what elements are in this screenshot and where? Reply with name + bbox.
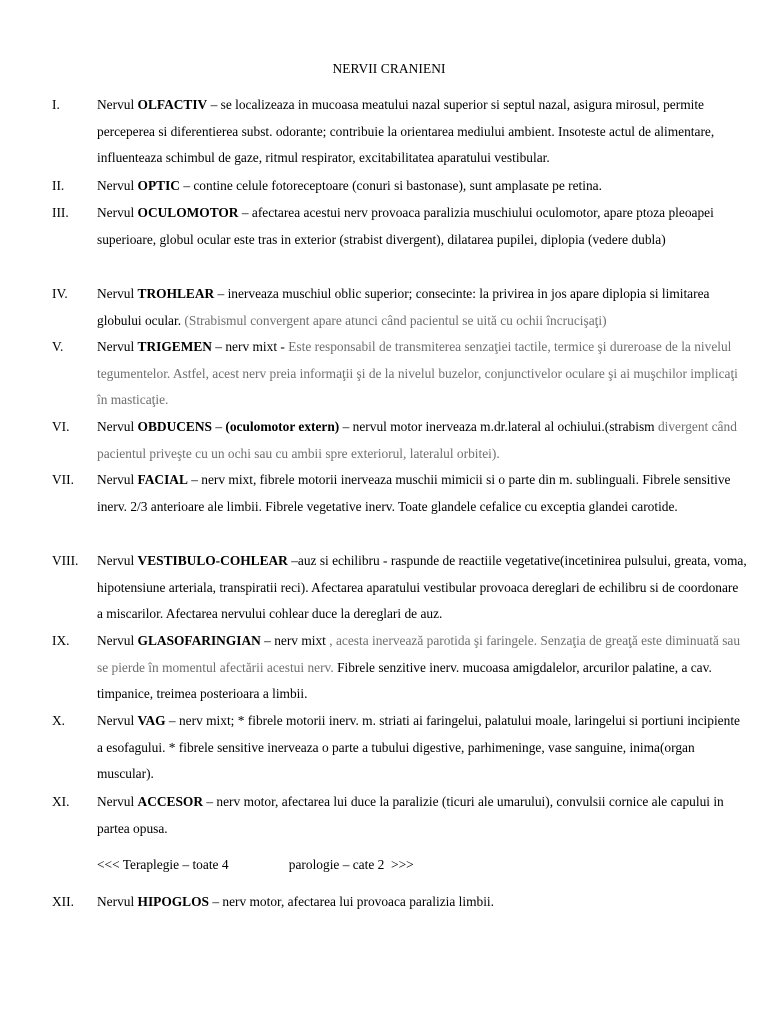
item-lead: Nervul	[97, 419, 138, 434]
item-number: XII.	[52, 894, 74, 909]
item-description: – nerv mixt; * fibrele motorii inerv. m. striati ai faringelui, palatului moale, laringelui si portiuni incipiente a esofagului. * fibrele sensitive inerveaza o parte a tubului digestive, parhimeninge, vase sanguine, inima(organ muscular).	[97, 713, 740, 782]
item-text	[97, 414, 747, 467]
item-lead: Nervul	[97, 286, 138, 301]
item-text	[97, 548, 747, 628]
item-description: – contine celule fotoreceptoare (conuri si bastonase), sunt amplasate pe retina.	[179, 178, 602, 193]
item-description: –auz si echilibru - raspunde de reactiile vegetative(incetinirea pulsului, greata, voma, hipotensiune arteriala, transpiratii reci). Afectarea aparatului vestibular provoaca dereglari de echilibru si de coordonare a miscarilor. Afectarea nervului cohlear duce la dereglari de auz.	[97, 553, 747, 622]
item-lead: Nervul	[97, 633, 138, 648]
item-number: XI.	[52, 794, 70, 809]
nerve-name: OPTIC	[137, 178, 180, 193]
nerve-alt-name: (oculomotor extern)	[225, 419, 340, 434]
nerve-name: OLFACTIV	[137, 97, 208, 112]
item-description: – nerv mixt, fibrele motorii inerveaza muschii mimicii si o parte din m. sublinguali. Fibrele sensitive inerv. 2/3 anterioare ale limbii. Fibrele vegetative inerv. Toate glandele cefalice cu exceptia glandei carotide.	[97, 472, 731, 514]
nerve-name: GLASOFARINGIAN	[137, 633, 261, 648]
item-number: III.	[52, 205, 69, 220]
item-text	[97, 92, 747, 172]
item-number: IX.	[52, 633, 70, 648]
nerve-name: FACIAL	[137, 472, 188, 487]
item-description-continued: Fibrele senzitive inerv. mucoasa amigdalelor, arcurilor palatine, a cav. timpanice, treimea posterioara a limbii.	[97, 659, 712, 702]
nerve-name: TRIGEMEN	[137, 339, 212, 354]
item-lead: Nervul	[97, 794, 138, 809]
item-text	[97, 334, 747, 414]
item-note: divergent când pacientul priveşte cu un ochi sau cu ambii spre exteriorul, lateralul orbitei).	[97, 419, 737, 461]
item-separator: –	[211, 419, 226, 434]
item-description: – nervul motor inerveaza m.dr.lateral al ochiului.(strabism	[339, 419, 658, 434]
paralysis-note: <<< Teraplegie – toate 4 parologie – cate 2 >>>	[97, 857, 414, 872]
item-text	[97, 708, 747, 788]
item-description: – se localizeaza in mucoasa meatului nazal superior si septul nazal, asigura mirosul, permite perceperea si diferentierea subst. odorante; contribuie la orientarea mediului ambient. Insoteste actul de alimentare, influenteaza schimbul de gaze, ritmul respirator, excitabilitatea aparatului vestibular.	[97, 97, 715, 166]
item-description: – nerv mixt	[260, 633, 326, 648]
nerve-name: HIPOGLOS	[137, 894, 209, 909]
item-description: – inerveaza muschiul oblic superior; consecinte: la privirea in jos apare diplopia si limitarea globului ocular.	[97, 286, 710, 328]
nerve-name: OBDUCENS	[137, 419, 212, 434]
item-description: – nerv motor, afectarea lui duce la paralizie (ticuri ale umarului), convulsii cornice ale capului in partea opusa.	[97, 794, 724, 836]
item-description: – nerv motor, afectarea lui provoaca paralizia limbii.	[208, 894, 494, 909]
item-lead: Nervul	[97, 178, 138, 193]
nerve-name: VAG	[137, 713, 166, 728]
item-number: X.	[52, 713, 66, 728]
item-text	[97, 789, 747, 842]
item-text	[97, 281, 747, 334]
item-note: (Strabismul convergent apare atunci când pacientul se uită cu ochii încrucişaţi)	[184, 312, 607, 328]
item-lead: Nervul	[97, 97, 138, 112]
item-text	[97, 200, 747, 253]
item-text	[97, 173, 747, 200]
item-text	[97, 628, 747, 708]
item-number: I.	[52, 97, 60, 112]
item-number: VII.	[52, 472, 74, 487]
item-number: IV.	[52, 286, 68, 301]
item-description: – nerv mixt -	[211, 339, 289, 354]
item-number: II.	[52, 178, 65, 193]
item-lead: Nervul	[97, 339, 138, 354]
nerve-name: OCULOMOTOR	[137, 205, 239, 220]
item-lead: Nervul	[97, 553, 138, 568]
item-text	[97, 889, 747, 916]
item-note: , acesta inervează parotida şi faringele. Senzaţia de greaţă este diminuată sau se pierde în momentul afectării acestui nerv.	[97, 633, 741, 675]
item-number: V.	[52, 339, 64, 354]
page-title: NERVII CRANIENI	[332, 61, 446, 76]
item-text	[97, 467, 747, 520]
nerve-name: VESTIBULO-COHLEAR	[137, 553, 288, 568]
item-note: Este responsabil de transmiterea senzaţiei tactile, termice şi dureroase de la nivelul tegumentelor. Astfel, acest nerv preia informaţii şi de la nivelul buzelor, conjunctivelor oculare şi ai muşchilor implicaţi în masticaţie.	[97, 339, 738, 408]
nerve-name: ACCESOR	[137, 794, 204, 809]
item-lead: Nervul	[97, 205, 138, 220]
item-number: VI.	[52, 419, 70, 434]
nerve-name: TROHLEAR	[137, 286, 215, 301]
item-description: – afectarea acestui nerv provoaca paralizia muschiului oculomotor, apare ptoza pleoapei superioare, globul ocular este tras in exterior (strabist divergent), dilatarea pupilei, diplopia (vedere dubla)	[97, 205, 714, 247]
item-lead: Nervul	[97, 713, 138, 728]
item-number: VIII.	[52, 553, 79, 568]
item-lead: Nervul	[97, 894, 138, 909]
item-lead: Nervul	[97, 472, 138, 487]
